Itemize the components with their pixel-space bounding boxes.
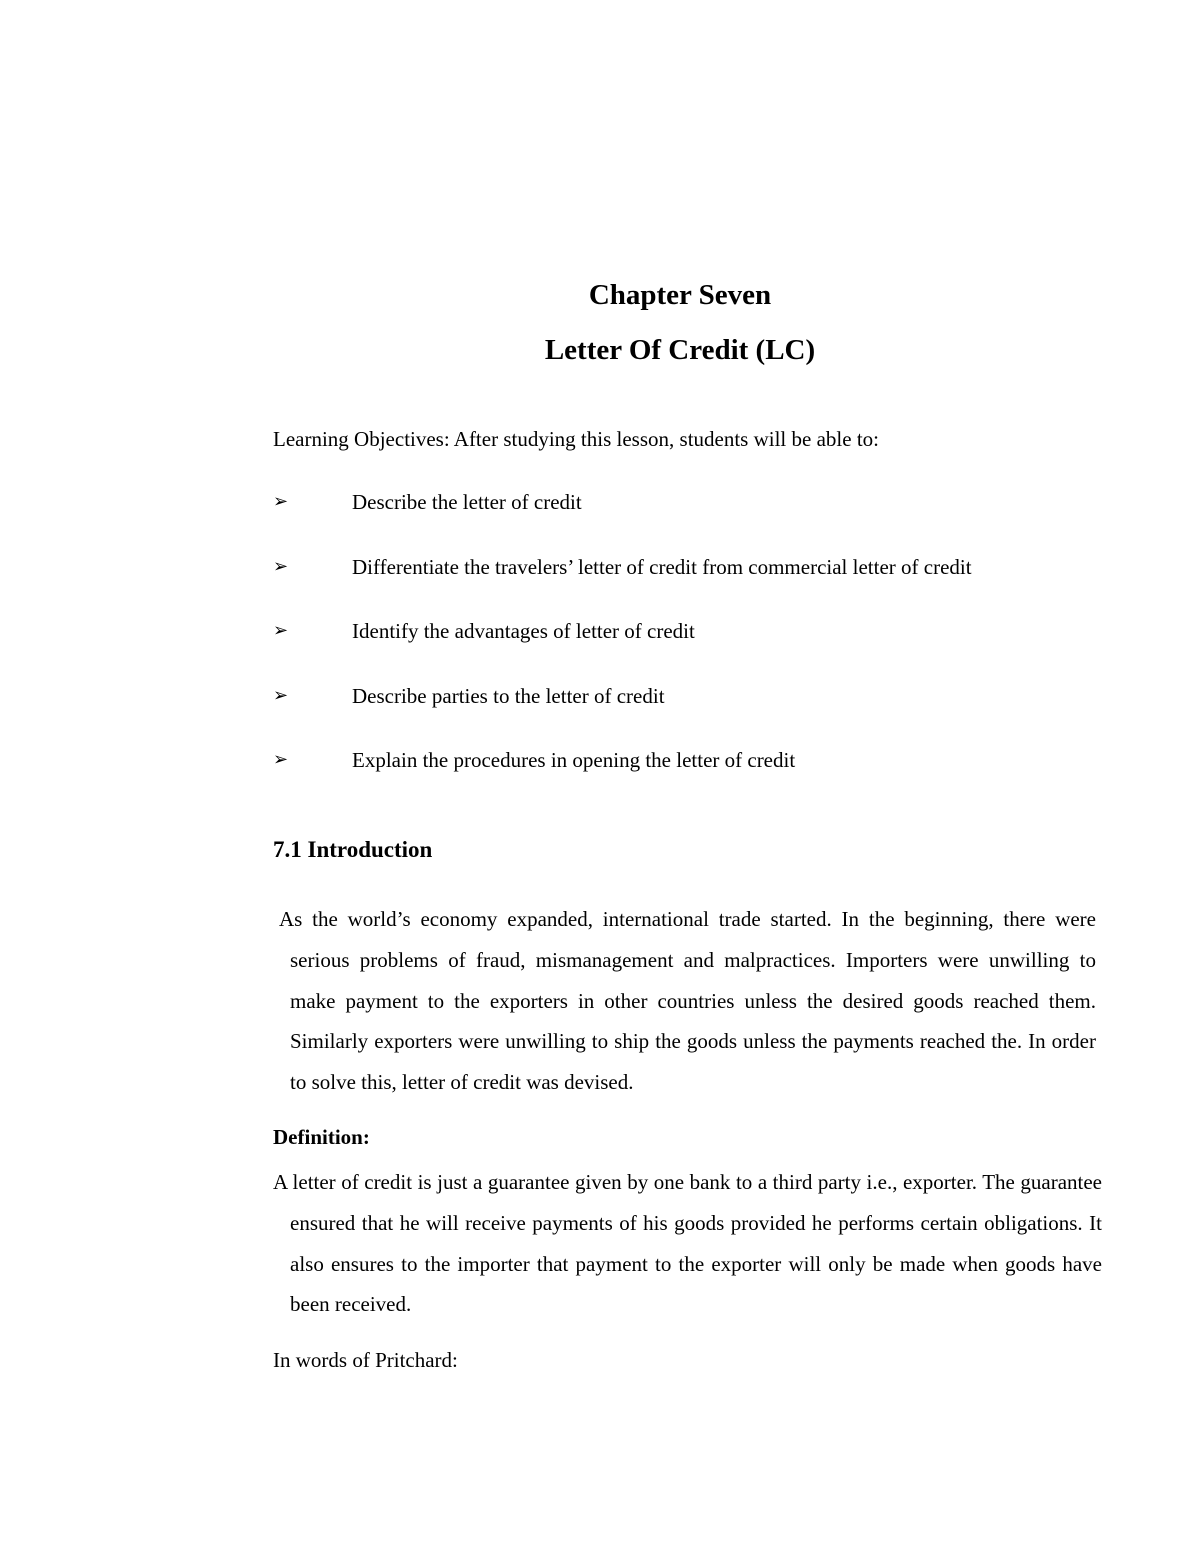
objective-text: Identify the advantages of letter of credit xyxy=(352,619,695,643)
arrow-bullet-icon: ➢ xyxy=(273,491,289,512)
objective-text: Differentiate the travelers’ letter of credit from commercial letter of credit xyxy=(352,554,972,579)
arrow-bullet-icon: ➢ xyxy=(273,620,289,641)
objective-text: Explain the procedures in opening the letter of credit xyxy=(352,748,796,772)
section-heading-introduction: 7.1 Introduction xyxy=(273,837,433,862)
arrow-bullet-icon: ➢ xyxy=(273,684,289,706)
pritchard-line: In words of Pritchard: xyxy=(273,1348,458,1372)
definition-heading: Definition: xyxy=(273,1125,370,1149)
objective-text: Describe the letter of credit xyxy=(352,490,582,514)
learning-objectives-intro: Learning Objectives: After studying this lesson, students will be able to: xyxy=(273,427,879,451)
objective-text: Describe parties to the letter of credit xyxy=(352,683,665,708)
arrow-bullet-icon: ➢ xyxy=(273,555,289,577)
definition-paragraph: A letter of credit is just a guarantee given by one bank to a third party i.e., exporter. The guarantee ensured that he will receive payments of his goods provided he performs certain obligations. It also ensures to the importer that payment to the exporter will only be made when goods have been received. xyxy=(273,1170,1102,1317)
chapter-subtitle: Letter Of Credit (LC) xyxy=(544,334,816,366)
chapter-title: Chapter Seven xyxy=(588,279,772,311)
arrow-bullet-icon: ➢ xyxy=(273,749,289,770)
introduction-paragraph: As the world’s economy expanded, international trade started. In the beginning, there were serious problems of fraud, mismanagement and malpractices. Importers were unwilling to make payment to the exporters in other countries unless the desired goods reached them. Similarly exporters were unwilling to ship the goods unless the payments reached the. In order to solve this, letter of credit was devised. xyxy=(279,907,1096,1095)
